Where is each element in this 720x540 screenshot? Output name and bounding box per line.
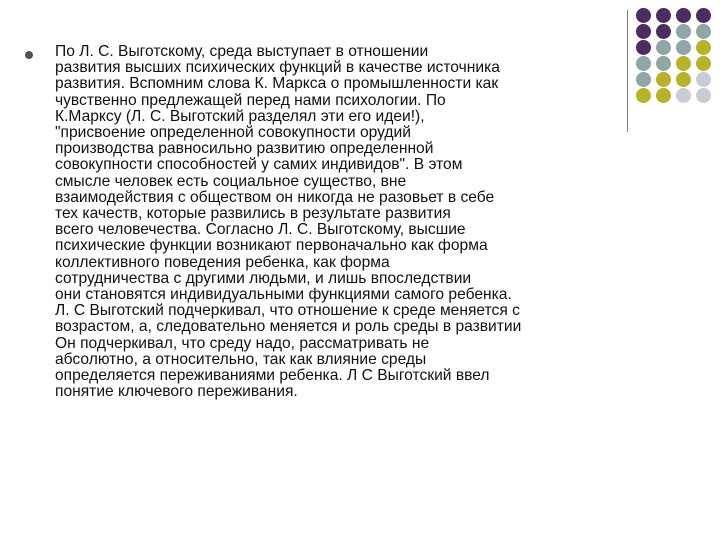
decorative-dot [656, 72, 671, 87]
decorative-dot [636, 8, 651, 23]
decorative-dot [656, 40, 671, 55]
bullet-icon [25, 51, 33, 59]
decorative-dot [636, 24, 651, 39]
decorative-dot [656, 56, 671, 71]
decorative-dot [696, 72, 711, 87]
decorative-dot [676, 88, 691, 103]
decorative-dot [696, 24, 711, 39]
divider-line [627, 10, 628, 132]
decorative-dot-grid [636, 8, 716, 104]
decorative-dot [656, 24, 671, 39]
decorative-dot [656, 88, 671, 103]
decorative-dot [696, 88, 711, 103]
decorative-dot [696, 8, 711, 23]
decorative-dot [636, 40, 651, 55]
decorative-dot [636, 56, 651, 71]
decorative-dot [676, 40, 691, 55]
decorative-dot [676, 72, 691, 87]
decorative-dot [696, 40, 711, 55]
body-paragraph: По Л. С. Выготскому, среда выступает в отношении развития высших психических функций в качестве источника развития. Вспомним слова К. Маркса о промышленности как чувственно предлежащей перед нами психологии. По К.Марксу (Л. С. Выготский разделял эти его идеи!), "присвоение определенной совокупности орудий производства равносильно развитию определенной совокупности способностей у самих индивидов". В этом смысле человек есть социальное существо, вне взаимодействия с обществом он никогда не разовьет в себе тех качеств, которые развились в результате развития всего человечества. Согласно Л. С. Выготскому, высшие психические функции возникают первоначально как форма коллективного поведения ребенка, как форма сотрудничества с другими людьми, и лишь впоследствии они становятся индивидуальными функциями самого ребенка. Л. С Выготский подчеркивал, что отношение к среде меняется с возрастом, а, следовательно меняется и роль среды в развитии Он подчеркивал, что среду надо, рассматривать не абсолютно, а относительно, так как влияние среды определяется переживаниями ребенка. Л С Выготский ввел понятие ключевого переживания. [55, 43, 522, 401]
decorative-dot [636, 72, 651, 87]
decorative-dot [676, 8, 691, 23]
decorative-dot [656, 8, 671, 23]
decorative-dot [676, 56, 691, 71]
decorative-dot [676, 24, 691, 39]
decorative-dot [696, 56, 711, 71]
decorative-dot [636, 88, 651, 103]
